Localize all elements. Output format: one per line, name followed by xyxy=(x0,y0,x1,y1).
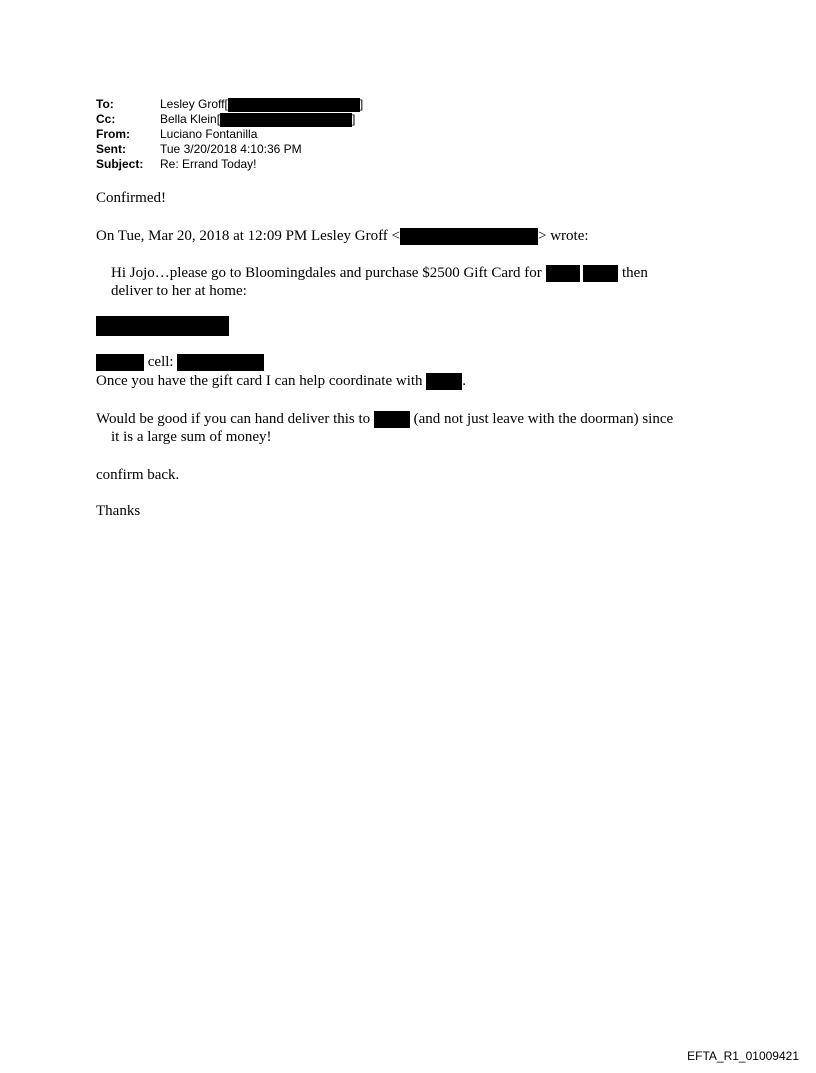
redaction-box xyxy=(374,411,410,428)
redacted-address xyxy=(96,316,229,336)
from-row xyxy=(96,127,363,142)
redaction-box xyxy=(177,354,264,371)
email-header xyxy=(96,97,363,172)
redaction-box xyxy=(426,373,462,390)
from-label: From: xyxy=(96,127,130,141)
from-value: Luciano Fontanilla xyxy=(160,127,258,141)
redaction-box xyxy=(228,98,360,112)
to-row xyxy=(96,97,363,112)
subject-label: Subject: xyxy=(96,157,144,171)
confirm-line: confirm back. xyxy=(96,467,180,483)
to-label: To: xyxy=(96,97,114,111)
sent-value: Tue 3/20/2018 4:10:36 PM xyxy=(160,142,302,156)
quoted-line-2: deliver to her at home: xyxy=(111,283,247,299)
deliver-line-1: Would be good if you can hand deliver this to (and not just leave with the doorman) since xyxy=(96,411,674,427)
cc-label: Cc: xyxy=(96,112,116,126)
cc-value: Bella Klein[ ] xyxy=(160,112,356,126)
bates-number: EFTA_R1_01009421 xyxy=(687,1049,799,1063)
sent-label: Sent: xyxy=(96,142,126,156)
redaction-box xyxy=(220,113,352,127)
cell-line: cell: xyxy=(96,353,264,371)
thanks-line: Thanks xyxy=(96,503,141,519)
deliver-line-2: it is a large sum of money! xyxy=(111,429,272,445)
cc-row xyxy=(96,112,363,127)
coordinate-line: Once you have the gift card I can help coordinate with . xyxy=(96,373,467,389)
quoted-line-1: Hi Jojo…please go to Bloomingdales and purchase $2500 Gift Card for then xyxy=(111,265,648,281)
sent-row xyxy=(96,142,363,157)
redaction-box xyxy=(400,228,538,245)
reply-text: Confirmed! xyxy=(96,190,166,206)
attribution-line: On Tue, Mar 20, 2018 at 12:09 PM Lesley Groff < > wrote: xyxy=(96,228,589,244)
subject-value: Re: Errand Today! xyxy=(160,157,257,171)
redaction-box xyxy=(96,354,144,371)
redaction-box xyxy=(546,265,580,282)
to-value: Lesley Groff[ ] xyxy=(160,97,364,111)
subject-row xyxy=(96,157,363,172)
redaction-box xyxy=(583,265,618,282)
